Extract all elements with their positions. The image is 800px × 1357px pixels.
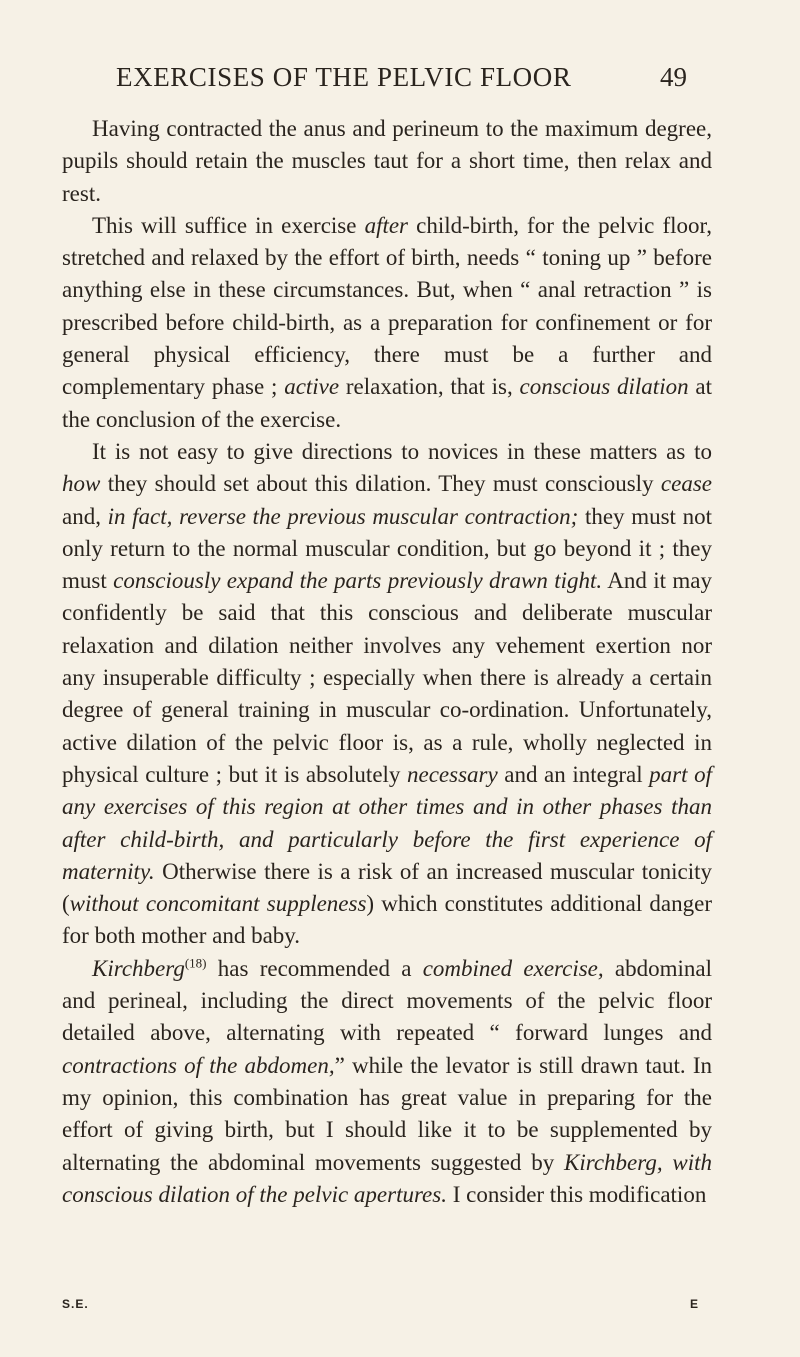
- text-run: This will suffice in exercise: [92, 212, 365, 238]
- italic-text: combined exercise,: [422, 955, 604, 981]
- italic-text: consciously expand the parts previously drawn tight.: [113, 568, 603, 594]
- page-footer: [0, 1297, 800, 1317]
- text-run: I consider this modification: [446, 1181, 707, 1207]
- signature-mark: S.E.: [62, 1297, 89, 1311]
- italic-text: how: [62, 471, 101, 497]
- text-run: And it may confidently be said that this conscious and deliberate muscular relaxation and dilation neither involves any vehement exertion nor any insuperable difficulty ; especially when there is already a certain degree of general training in muscular co-ordination. Unfortunately, active dilation of the pelvic floor is, as a rule, wholly neglected in physical culture ; but it is absolutely: [62, 568, 712, 787]
- signature-letter: E: [690, 1297, 700, 1311]
- body-text: [62, 113, 712, 1211]
- paragraph: [62, 210, 712, 436]
- text-run: abdominal and perineal, including the direct movements of the pelvic floor detailed above, alternating with repeated “ forward lunges and: [62, 955, 712, 1046]
- text-run: child-birth, for the pelvic floor, stretched and relaxed by the effort of birth, needs “ toning up ” before anything else in these circumstances. But, when “ anal retraction ” is prescribed before child-birth, as a preparation for confinement or for general physical efficiency, there must be a further and complementary phase ;: [62, 212, 712, 400]
- italic-text: conscious dilation: [519, 374, 689, 400]
- italic-text: after: [364, 212, 409, 238]
- italic-text: in fact, reverse the previous muscular contraction;: [107, 503, 579, 529]
- italic-text: cease: [660, 471, 712, 497]
- text-run: Having contracted the anus and perineum to the maximum degree, pupils should retain the muscles taut for a short time, then relax and rest.: [62, 116, 712, 206]
- text-run: they must not only return to the normal muscular condition, but go beyond it ; they must: [62, 503, 712, 594]
- italic-text: part of any exercises of this region at other times and in other phases than after child-birth, and particularly before the first experience of maternity.: [62, 761, 712, 884]
- paragraph: [62, 113, 712, 210]
- italic-text: Kirchberg, with conscious dilation of the pelvic apertures.: [62, 1149, 712, 1207]
- italic-text: without concomitant suppleness: [69, 891, 367, 917]
- page-header: [0, 62, 800, 102]
- text-run: and,: [62, 503, 108, 529]
- italic-text: contractions of the abdomen,: [62, 1052, 335, 1078]
- text-run: they should set about this dilation. They must consciously: [100, 471, 661, 497]
- italic-text: active: [284, 374, 340, 400]
- text-run: and an integral: [497, 761, 650, 787]
- text-run: has recommended a: [206, 955, 423, 981]
- page-number: 49: [660, 62, 687, 92]
- text-run: ” while the levator is still drawn taut. In my opinion, this combination has great value in preparing for the effort of giving birth, but I should like it to be supplemented by alternating the abdominal movements suggested by: [62, 1052, 713, 1175]
- running-title: EXERCISES OF THE PELVIC FLOOR: [116, 62, 572, 92]
- italic-text: Kirchberg: [92, 955, 185, 981]
- text-run: ) which constitutes additional danger for both mother and baby.: [62, 891, 712, 949]
- text-run: It is not easy to give directions to novices in these matters as to: [92, 438, 712, 464]
- text-run: at the conclusion of the exercise.: [62, 374, 712, 432]
- paragraph: [62, 436, 712, 953]
- paragraph: [62, 953, 712, 1211]
- text-run: relaxation, that is,: [339, 374, 520, 400]
- text-run: Otherwise there is a risk of an increased muscular tonicity (: [62, 858, 712, 917]
- reference-marker: (18): [184, 955, 207, 971]
- italic-text: necessary: [407, 761, 498, 787]
